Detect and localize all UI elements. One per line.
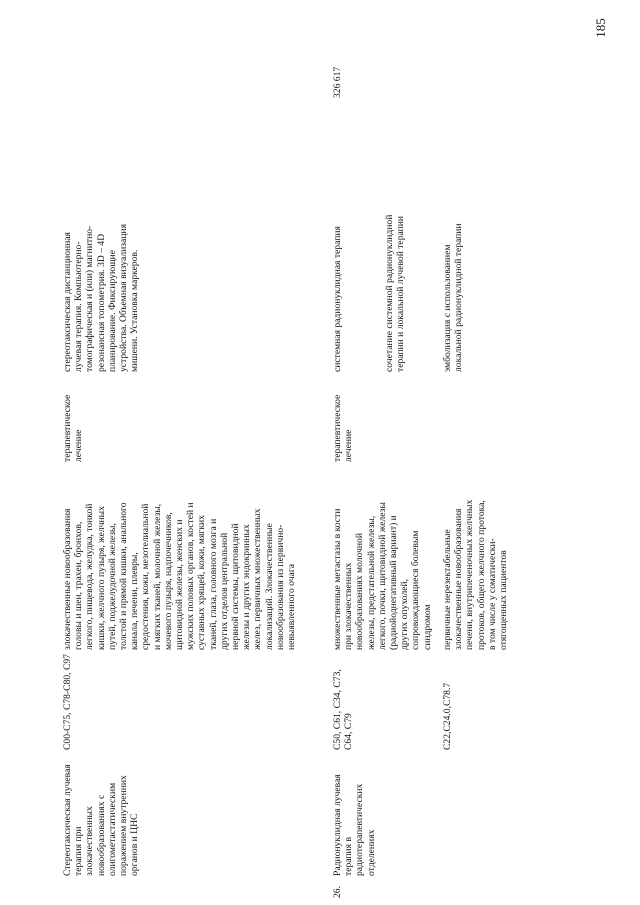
cost: 326 617 bbox=[332, 66, 343, 98]
icd-codes: С00-С75, С78-С80, С97 bbox=[62, 654, 73, 750]
treatment-method: эмболизация с использованием локальной радионуклидной терапии bbox=[442, 223, 465, 372]
procedures-table bbox=[62, 18, 532, 898]
diagnosis: злокачественные новообразования головы и шеи, трахеи, бронхов, легкого, пищевода, желудка, тонкой кишки, желчного пузыря, желчных путей, поджелудочной железы, толстой и прямой кишки, анального канала, печени, плевры, средостения, кожи, мезотелиальной и мягких тканей, молочной железы, мочевого пузыря, надпочечников, щитовидной железы, женских и мужских половых органов, костей и суставных хрящей, кожи, мягких тканей, глаза, головного мозга и других отделов центральной нервной системы, щитовидной железы и других эндокринных желез, первичных множественных локализаций. Злокачественные новообразования из первично- невыявленного очага bbox=[62, 502, 298, 650]
procedure-name: Стереотаксическая лучевая терапия при злокачественных новообразованиях с олигометастатическим поражением внутренних органов и ЦНС bbox=[62, 764, 141, 876]
icd-codes: С22,С24.0,С78.7 bbox=[442, 682, 453, 750]
diagnosis: первичные нерезектабельные злокачественные новообразования печени, внутрипеченочных желчных протоков, общего желчного протока, в том числе у соматически- отягощенных пациентов bbox=[442, 499, 510, 650]
procedure-name: Радионуклидная лучевая терапия в радиотерапевтических отделениях bbox=[332, 774, 377, 876]
icd-codes: С50, С61, С34, С73, С64, С79 bbox=[332, 669, 355, 750]
treatment-method-alt: сочетание системной радионуклидной терапии и локальной лучевой терапии bbox=[384, 214, 407, 372]
page-number: 185 bbox=[593, 18, 608, 38]
treatment-type: терапевтическое лечение bbox=[332, 394, 355, 462]
diagnosis: множественные метастазы в кости при злокачественных новообразованиях молочной железы, предстательной железы, легкого, почки, щитовидной железы (радиойоднегативный вариант) и других опухолей, сопровождающиеся болевым синдромом bbox=[332, 502, 433, 650]
treatment-type: терапевтическое лечение bbox=[62, 394, 85, 462]
treatment-method: системная радионуклидная терапия bbox=[332, 226, 343, 372]
row-number: 26. bbox=[332, 886, 343, 898]
treatment-method: стереотаксическая дистанционная лучевая терапия. Компьютерно- томографическая и (или) магнитно- резонансная топометрия. 3D – 4D планирование. Фиксирующие устройства. Объемная визуализация мишени. Установка маркеров. bbox=[62, 224, 141, 372]
